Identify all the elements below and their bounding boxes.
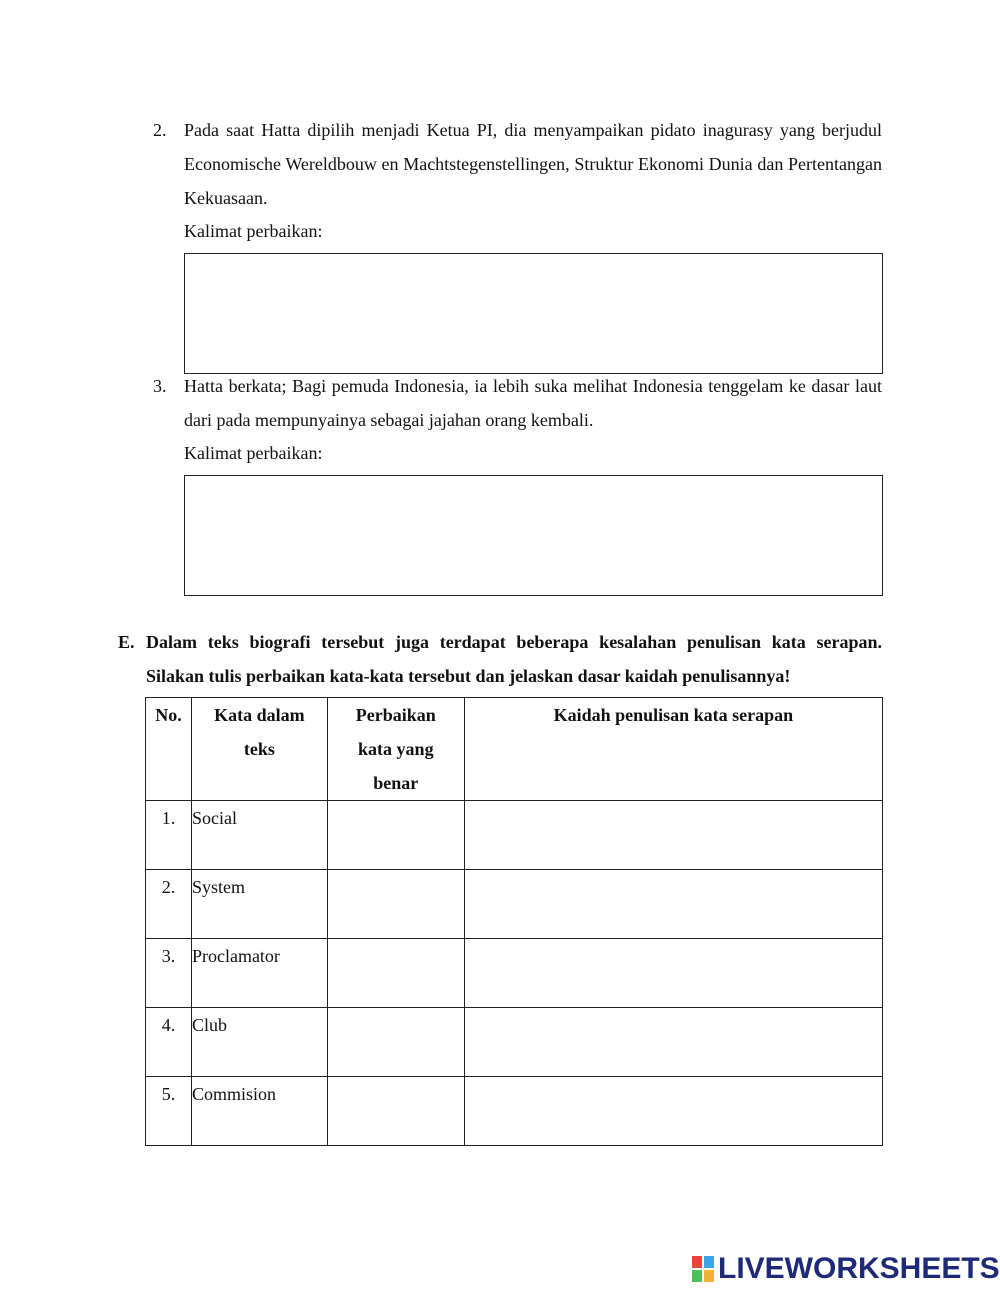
liveworksheets-icon	[692, 1256, 714, 1282]
absorption-words-table	[145, 697, 883, 1146]
row-word: System	[191, 870, 327, 939]
row-number: 5.	[146, 1077, 192, 1146]
rule-cell[interactable]	[464, 1008, 882, 1077]
row-number: 1.	[146, 801, 192, 870]
table-row	[146, 939, 883, 1008]
header-no: No.	[146, 698, 192, 801]
row-word: Social	[191, 801, 327, 870]
header-perbaikan: Perbaikan kata yang benar	[327, 698, 464, 801]
rule-cell[interactable]	[464, 1077, 882, 1146]
item-text: Hatta berkata; Bagi pemuda Indonesia, ia lebih suka melihat Indonesia tenggelam ke dasar laut dari pada mempunyainya sebagai jajahan orang kembali.	[184, 376, 882, 430]
item-number: 3.	[153, 376, 167, 396]
correction-label: Kalimat perbaikan:	[184, 443, 323, 463]
correction-cell[interactable]	[327, 1008, 464, 1077]
table-row	[146, 1008, 883, 1077]
section-letter: E.	[118, 632, 135, 652]
row-word: Proclamator	[191, 939, 327, 1008]
table-row	[146, 870, 883, 939]
row-word: Club	[191, 1008, 327, 1077]
correction-cell[interactable]	[327, 1077, 464, 1146]
item-number: 2.	[153, 120, 167, 140]
rule-cell[interactable]	[464, 870, 882, 939]
row-number: 3.	[146, 939, 192, 1008]
rule-cell[interactable]	[464, 801, 882, 870]
table-row	[146, 801, 883, 870]
table-row	[146, 1077, 883, 1146]
logo-text: LIVEWORKSHEETS	[718, 1252, 1000, 1285]
item-text: Pada saat Hatta dipilih menjadi Ketua PI, dia menyampaikan pidato inagurasy yang berjudul Economische Wereldbouw en Machtstegenstellingen, Struktur Ekonomi Dunia dan Pertentangan Kekuasaan.	[184, 120, 882, 208]
section-instruction: Dalam teks biografi tersebut juga terdapat beberapa kesalahan penulisan kata serapan. Silakan tulis perbaikan kata-kata tersebut dan jelaskan dasar kaidah penulisannya!	[146, 632, 882, 686]
header-kaidah: Kaidah penulisan kata serapan	[464, 698, 882, 801]
correction-label: Kalimat perbaikan:	[184, 221, 323, 241]
correction-cell[interactable]	[327, 870, 464, 939]
row-number: 2.	[146, 870, 192, 939]
correction-cell[interactable]	[327, 939, 464, 1008]
rule-cell[interactable]	[464, 939, 882, 1008]
answer-box-3[interactable]	[184, 475, 883, 596]
row-word: Commision	[191, 1077, 327, 1146]
correction-cell[interactable]	[327, 801, 464, 870]
header-kata: Kata dalam teks	[191, 698, 327, 801]
row-number: 4.	[146, 1008, 192, 1077]
answer-box-2[interactable]	[184, 253, 883, 374]
liveworksheets-logo	[692, 1252, 1000, 1286]
